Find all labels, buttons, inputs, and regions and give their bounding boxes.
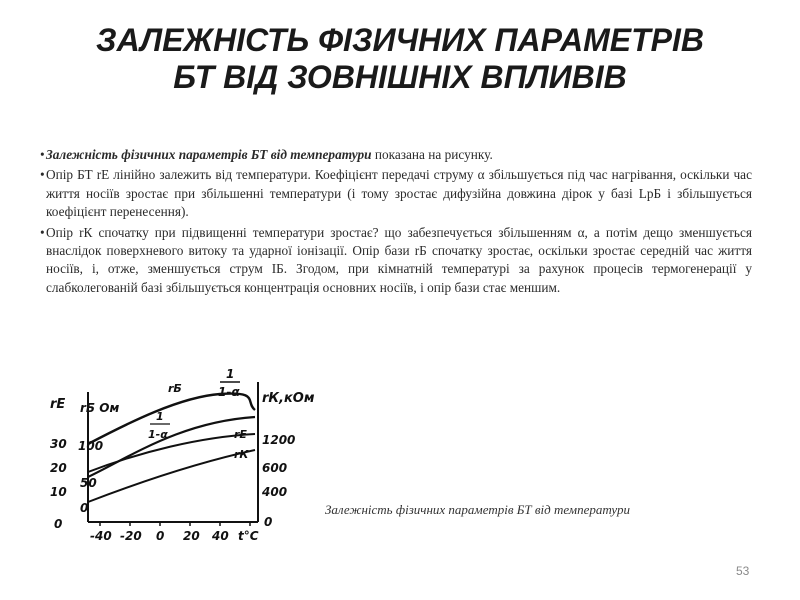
left-tick-inner: 0 — [80, 501, 89, 515]
left-tick-inner: 50 — [80, 476, 97, 490]
left-tick-outer: 0 — [54, 517, 63, 531]
right-axis-label: rК,кОм — [262, 391, 315, 406]
page-number: 53 — [736, 564, 750, 578]
right-tick: 0 — [264, 515, 273, 529]
x-tick-label: 20 — [183, 529, 200, 543]
curve-re — [88, 450, 255, 502]
left-tick-outer: 10 — [50, 485, 67, 499]
temperature-dependence-figure — [40, 362, 330, 552]
left-axis-label-rb: rБ Ом — [80, 401, 120, 415]
curve-label-alpha-mid-den: 1-α — [148, 428, 168, 441]
x-tick-label: -40 — [90, 529, 112, 543]
bullet-lead: Залежність фізичних параметрів БТ від температури — [46, 147, 372, 162]
slide-title — [0, 22, 800, 96]
bullet-item — [46, 224, 752, 298]
curve-label-rk: rК — [234, 448, 249, 461]
right-tick: 400 — [262, 485, 288, 499]
left-tick-inner: 100 — [78, 439, 104, 453]
curve-label-rb: rБ — [168, 382, 182, 395]
bullet-item — [46, 166, 752, 221]
left-tick-outer: 20 — [50, 461, 67, 475]
right-tick: 600 — [262, 461, 288, 475]
bullet-text: Опір БТ rЕ лінійно залежить від температури. Коефіцієнт передачі струму α збільшується під час нагрівання, оскільки час життя носіїв зростає при збільшенні температури (і тому зростає дифузійна довжина дірок у базі LрБ і збільшується коефіцієнт перенесення). — [46, 167, 752, 220]
x-tick-label: 0 — [156, 529, 165, 543]
slide-title-line-1: ЗАЛЕЖНІСТЬ ФІЗИЧНИХ ПАРАМЕТРІВ — [96, 22, 704, 58]
curve-alpha — [88, 434, 255, 472]
bullet-text: показана на рисунку. — [371, 147, 493, 162]
x-axis-unit: t°C — [238, 529, 259, 543]
curve-label-re: rЕ — [234, 428, 247, 441]
x-tick-label: 40 — [212, 529, 229, 543]
curve-label-alpha-mid-num: 1 — [156, 410, 164, 423]
right-tick: 1200 — [262, 433, 296, 447]
left-tick-outer: 30 — [50, 437, 67, 451]
bullet-list — [46, 146, 752, 299]
bullet-text: Опір rК спочатку при підвищенні температури зростає? що забезпечується збільшенням α, а потім дещо зменшується внаслідок поверхневого витоку та ударної іонізації. Опір бази rБ спочатку зростає, оскільки зростає середній час життя носіїв, і, отже, зменшується струм IБ. Згодом, при кімнатній температурі за рахунок процесів термогенерації у слабколегованій базі збільшується концентрація основних носіїв, і опір бази стає меншим. — [46, 224, 752, 295]
figure-caption: Залежність фізичних параметрів БТ від температури — [325, 502, 631, 517]
x-tick-label: -20 — [120, 529, 142, 543]
curve-label-alpha-top-num: 1 — [226, 367, 235, 381]
left-axis-label-re: rЕ — [50, 397, 66, 412]
curve-label-alpha-top-den: 1-α — [218, 385, 240, 399]
bullet-item — [46, 146, 752, 164]
slide-title-line-2: БТ ВІД ЗОВНІШНІХ ВПЛИВІВ — [173, 59, 627, 95]
